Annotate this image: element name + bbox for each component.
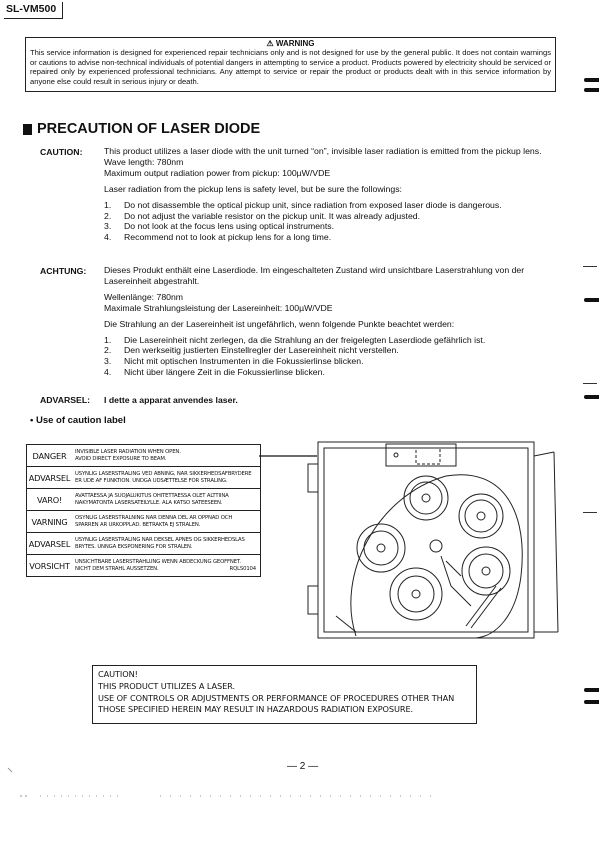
binding-mark bbox=[584, 78, 599, 82]
label-key: ADVARSEL bbox=[28, 472, 71, 483]
label-key: VARNING bbox=[31, 516, 68, 527]
label-text: OSYNLIG LASERSTRÅLNING NÄR DENNA DEL ÄR ÖPPNAD OCH SPÄRREN ÄR URKOPPLAD. BETRAKTA EJ STRÅLEN. bbox=[75, 515, 233, 528]
achtung-list bbox=[104, 335, 554, 379]
label-key: ADVARSEL bbox=[28, 538, 71, 549]
list-item: 3. Nicht mit optischen Instrumenten in die Fokussierlinse blicken. bbox=[104, 356, 364, 367]
warning-body: This service information is designed for experienced repair technicians only and is not designed for use by the general public. It does not contain warnings or cautions to advise non-technical individuals of potential dangers in attempting to service a product. Products powered by electricity should be serviced or repaired only by experienced professional technicians. Any attempt to service or repair the product or products dealt with in this service information by anyone else could result in serious injury or death. bbox=[30, 48, 551, 86]
achtung-label: ACHTUNG: bbox=[40, 266, 87, 276]
label-row-vorsicht bbox=[27, 555, 260, 576]
notice-line: THOSE SPECIFIED HEREIN MAY RESULT IN HAZARDOUS RADIATION EXPOSURE. bbox=[98, 704, 414, 715]
label-key: VORSICHT bbox=[29, 560, 70, 571]
label-row-danger bbox=[27, 445, 260, 467]
binding-mark bbox=[584, 395, 599, 399]
notice-line: CAUTION! bbox=[98, 669, 138, 679]
caution-label-heading: • Use of caution label bbox=[30, 415, 126, 426]
caution-label: CAUTION: bbox=[40, 147, 83, 157]
edge-tick bbox=[583, 266, 597, 267]
label-row-advarsel-da bbox=[27, 467, 260, 489]
unit-drawing bbox=[296, 436, 572, 648]
label-key: DANGER bbox=[32, 450, 67, 461]
achtung-p2: Wellenlänge: 780nm bbox=[104, 291, 184, 302]
caution-list bbox=[104, 200, 554, 244]
achtung-block bbox=[104, 265, 554, 378]
caution-p3: Maximum output radiation power from pickup: 100µW/VDE bbox=[104, 167, 331, 178]
edge-tick bbox=[583, 512, 597, 513]
label-text: UNSICHTBARE LASERSTRAHLUNG WENN ABDECKUNG GEÖFFNET. NICHT DEM STRAHL AUSSETZEN. RQLS0104 bbox=[75, 559, 256, 572]
section-bullet-icon bbox=[23, 124, 32, 135]
label-text: AVATTAESSA JA SUOJALUKITUS OHITETTAESSA OLET ALTTIINA NÄKYMÄTÖNTÄ LASERSÄTEILYLLE. ÄLÄ KATSO SÄTEESEEN. bbox=[75, 493, 229, 506]
list-item: 2. Do not adjust the variable resistor on the pickup unit. It was already adjusted. bbox=[104, 210, 421, 221]
edge-tick bbox=[583, 383, 597, 384]
notice-line: THIS PRODUCT UTILIZES A LASER. bbox=[98, 680, 235, 691]
caution-label-sticker bbox=[26, 444, 261, 577]
scan-marks bbox=[0, 760, 599, 820]
warning-box bbox=[25, 37, 556, 92]
label-row-varning bbox=[27, 511, 260, 533]
label-row-advarsel-no bbox=[27, 533, 260, 555]
list-item: 4. Recommend not to look at pickup lens for a long time. bbox=[104, 232, 332, 243]
list-item: 3. Do not look at the focus lens using optical instruments. bbox=[104, 221, 335, 232]
model-header: SL-VM500 bbox=[4, 2, 63, 19]
label-text: INVISIBLE LASER RADIATION WHEN OPEN. AVOID DIRECT EXPOSURE TO BEAM. bbox=[75, 449, 181, 462]
achtung-p1: Dieses Produkt enthält eine Laserdiode. Im eingeschalteten Zustand wird unsichtbare Laserstrahlung von der Lasereinheit abgestrahlt. bbox=[104, 265, 525, 286]
page-number: — 2 — bbox=[287, 761, 319, 772]
list-item: 4. Nicht über längere Zeit in die Fokussierlinse blicken. bbox=[104, 367, 325, 378]
list-item: 2. Den werkseitig justierten Einstellregler der Lasereinheit nicht verstellen. bbox=[104, 345, 399, 356]
caution-p2: Wave length: 780nm bbox=[104, 156, 184, 167]
advarsel-label: ADVARSEL: bbox=[40, 395, 91, 405]
binding-mark bbox=[584, 298, 599, 302]
caution-p1: This product utilizes a laser diode with the unit turned “on”, invisible laser radiation is emitted from the pickup lens. bbox=[104, 146, 542, 156]
caution-p4: Laser radiation from the pickup lens is safety level, but be sure the followings: bbox=[104, 183, 402, 194]
label-row-varo bbox=[27, 489, 260, 511]
achtung-p4: Die Strahlung an der Lasereinheit ist ungefährlich, wenn folgende Punkte beachtet werden: bbox=[104, 318, 455, 329]
caution-block bbox=[104, 146, 554, 243]
label-text: USYNLIG LASERSTRÅLING NÅR DEKSEL ÅPNES OG SIKKERHEDSLÅS BRYTES. UNNGÅ EKSPONERING FOR STRÅLEN. bbox=[75, 537, 245, 550]
label-part-code: RQLS0104 bbox=[229, 565, 256, 572]
achtung-p3: Maximale Strahlungsleistung der Lasereinheit: 100µW/VDE bbox=[104, 302, 333, 313]
section-title-text: PRECAUTION OF LASER DIODE bbox=[37, 121, 261, 137]
caution-notice-box bbox=[92, 665, 477, 724]
list-item: 1. Do not disassemble the optical pickup unit, since radiation from exposed laser diode is dangerous. bbox=[104, 199, 502, 210]
binding-mark bbox=[584, 88, 599, 92]
warning-title: ⚠ WARNING bbox=[266, 39, 315, 48]
list-item: 1. Die Lasereinheit nicht zerlegen, da die Strahlung an der freigelegten Laserdiode gefährlich ist. bbox=[104, 334, 486, 345]
advarsel-text: I dette a apparat anvendes laser. bbox=[104, 395, 238, 405]
notice-line: USE OF CONTROLS OR ADJUSTMENTS OR PERFORMANCE OF PROCEDURES OTHER THAN bbox=[98, 692, 455, 703]
label-key: VARO! bbox=[36, 494, 63, 505]
section-title bbox=[23, 121, 260, 137]
label-text: USYNLIG LASERSTRÅLING VED ÅBNING, NÅR SIKKERHEDSAFBRYDERE ER UDE AF FUNKTION. UNDGÅ UDSÆTTELSE FOR STRÅLING. bbox=[75, 471, 252, 484]
binding-mark bbox=[584, 700, 599, 704]
binding-mark bbox=[584, 688, 599, 692]
